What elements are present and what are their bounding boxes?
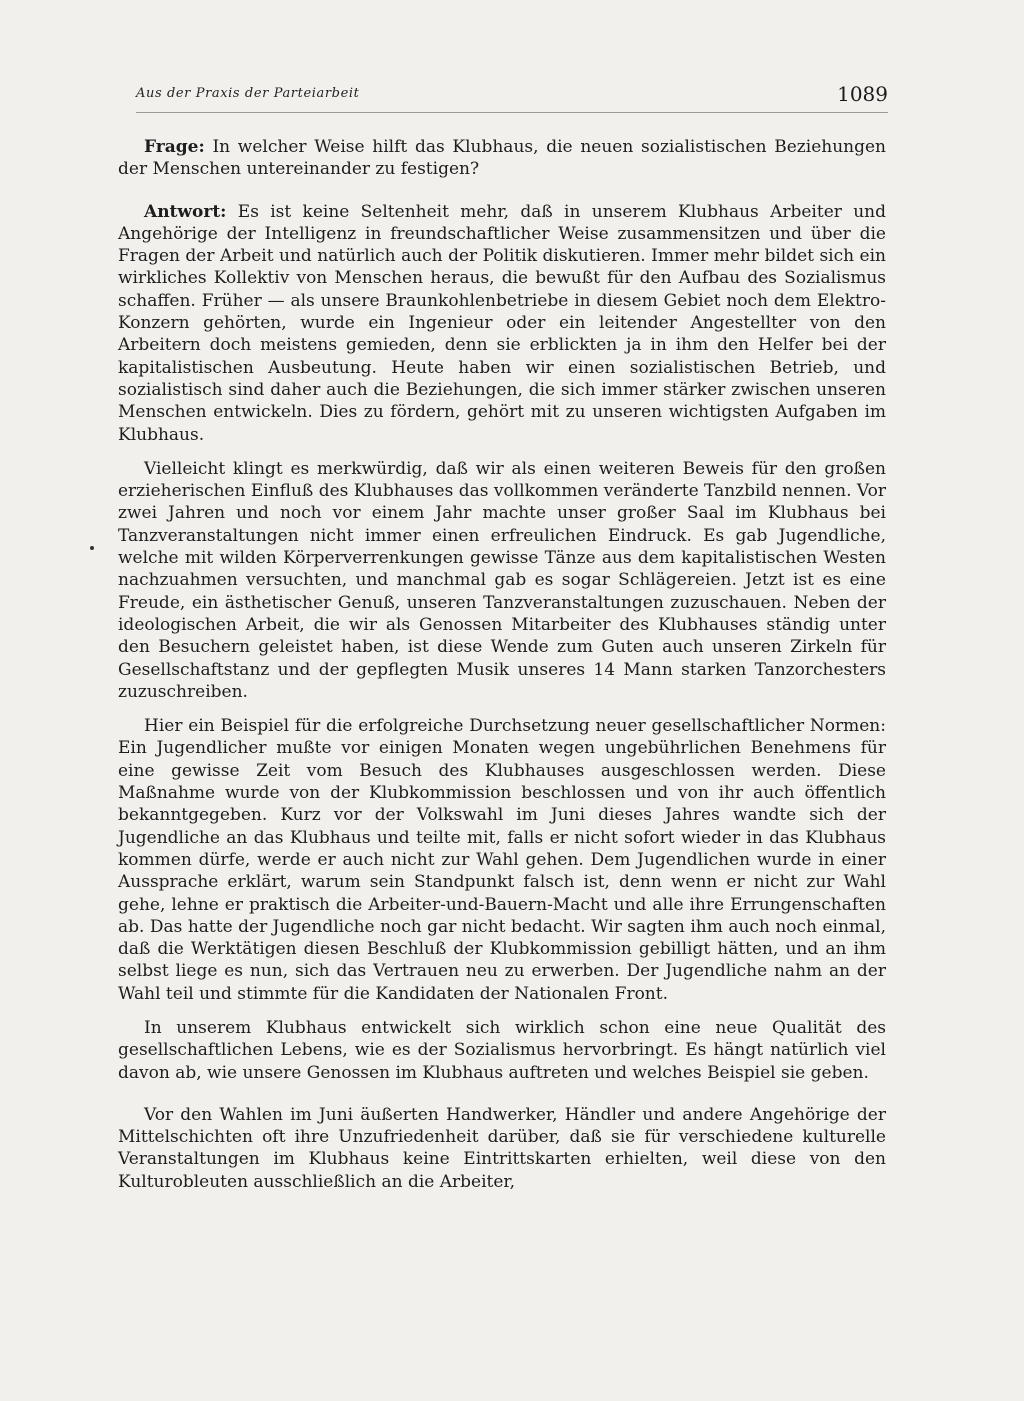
paragraph-text: Vor den Wahlen im Juni äußerten Handwerker, Händler und andere Angehörige der Mittelschichten oft ihre Unzufriedenheit darüber, daß sie für verschiedene kulturelle Veranstaltungen im Klubhaus keine Eintrittskarten erhielten, weil diese von den Kulturobleuten ausschließlich an die Arbeiter, <box>118 1104 886 1192</box>
paragraph-text: Hier ein Beispiel für die erfolgreiche Durchsetzung neuer gesellschaftlicher Normen: Ein Jugendlicher mußte vor einigen Monaten wegen ungebührlichen Benehmens für eine gewisse Zeit vom Besuch des Klubhauses ausgeschlossen werden. Diese Maßnahme wurde von der Klubkommission beschlossen und von ihr auch öffentlich bekanntgegeben. Kurz vor der Volkswahl im Juni dieses Jahres wandte sich der Jugendliche an das Klubhaus und teilte mit, falls er nicht sofort wieder in das Klubhaus kommen dürfe, werde er auch nicht zur Wahl gehen. Dem Jugendlichen wurde in einer Aussprache erklärt, warum sein Standpunkt falsch ist, denn wenn er nicht zur Wahl gehe, lehne er praktisch die Arbeiter-und-Bauern-Macht und alle ihre Errungenschaften ab. Das hatte der Jugendliche noch gar nicht bedacht. Wir sagten ihm auch noch einmal, daß die Werktätigen diesen Beschluß der Klubkommission gebilligt hätten, und an ihm selbst liege es nun, sich das Vertrauen neu zu erwerben. Der Jugendliche nahm an der Wahl teil und stimmte für die Kandidaten der Nationalen Front. <box>118 716 886 1004</box>
page-header <box>136 82 888 112</box>
paragraph <box>118 1017 886 1084</box>
paragraph <box>118 458 886 703</box>
paragraph-text: Vielleicht klingt es merkwürdig, daß wir als einen weiteren Beweis für den großen erzieherischen Einfluß des Klubhauses das vollkommen veränderte Tanzbild nennen. Vor zwei Jahren und noch vor einem Jahr machte unser großer Saal im Klubhaus bei Tanzveranstaltungen nicht immer einen erfreulichen Eindruck. Es gab Jugendliche, welche mit wilden Körperverrenkungen gewisse Tänze aus dem kapitalistischen Westen nachzuahmen versuchten, und manchmal gab es sogar Schlägereien. Jetzt ist es eine Freude, ein ästhetischer Genuß, unseren Tanzveranstaltungen zuzuschauen. Neben der ideologischen Arbeit, die wir als Genossen Mitarbeiter des Klubhauses ständig unter den Besuchern geleistet haben, ist diese Wende zum Guten auch unseren Zirkeln für Gesellschaftstanz und der gepflegten Musik unseres 14 Mann starken Tanzorchesters zuzuschreiben. <box>118 458 886 702</box>
paragraph-text: In welcher Weise hilft das Klubhaus, die neuen sozialistischen Beziehungen der Menschen untereinander zu festigen? <box>118 137 886 180</box>
paragraph <box>118 1104 886 1193</box>
page-number: 1089 <box>837 82 888 106</box>
lead-label: Frage: <box>144 137 205 157</box>
paragraph-question <box>118 136 886 181</box>
paragraph-text: In unserem Klubhaus entwickelt sich wirklich schon eine neue Qualität des gesellschaftlichen Lebens, wie es der Sozialismus hervorbringt. Es hängt natürlich viel davon ab, wie unsere Genossen im Klubhaus auftreten und welches Beispiel sie geben. <box>118 1017 886 1083</box>
paragraph-text: Es ist keine Seltenheit mehr, daß in unserem Klubhaus Arbeiter und Angehörige der Intelligenz in freundschaftlicher Weise zusammensitzen und über die Fragen der Arbeit und natürlich auch der Politik diskutieren. Immer mehr bildet sich ein wirkliches Kollektiv von Menschen heraus, die bewußt für den Aufbau des Sozialismus schaffen. Früher — als unsere Braunkohlenbetriebe in diesem Gebiet noch dem Elektro-Konzern gehörten, wurde ein Ingenieur oder ein leitender Angestellter von den Arbeitern doch meistens gemieden, denn sie erblickten ja in ihm den Helfer bei der kapitalistischen Ausbeutung. Heute haben wir einen sozialistischen Betrieb, und sozialistisch sind daher auch die Beziehungen, die sich immer stärker zwischen unseren Menschen entwickeln. Dies zu fördern, gehört mit zu unseren wichtigsten Aufgaben im Klubhaus. <box>118 201 886 445</box>
running-head: Aus der Praxis der Parteiarbeit <box>136 86 360 101</box>
paragraph <box>118 715 886 1005</box>
lead-label: Antwort: <box>144 201 227 222</box>
header-rule <box>136 112 888 113</box>
ink-speck <box>90 546 94 550</box>
paragraph-answer <box>118 201 886 446</box>
article-body <box>118 136 886 1193</box>
